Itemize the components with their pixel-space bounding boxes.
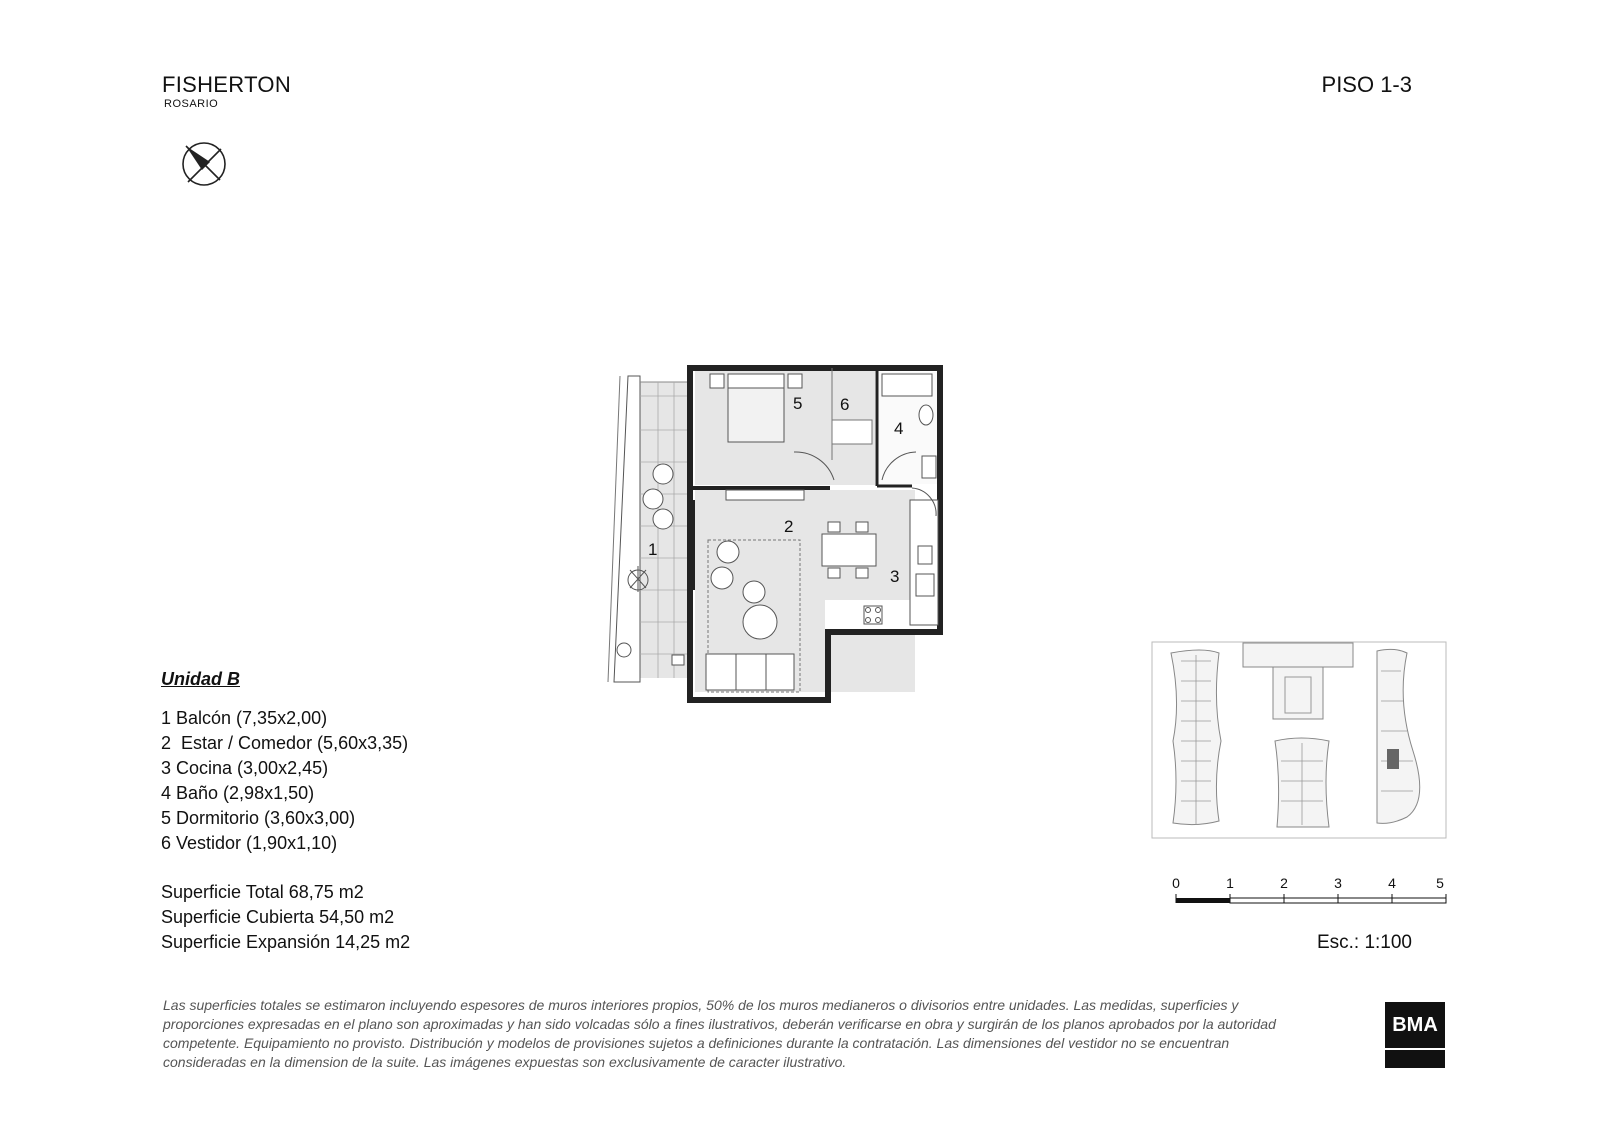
room-number: 5: [793, 394, 803, 413]
compass-icon: [180, 140, 228, 193]
room-number: 2: [784, 517, 794, 536]
list-item: 4 Baño (2,98x1,50): [161, 783, 315, 803]
scale-tick-label: 2: [1280, 875, 1288, 891]
room-number: 4: [894, 419, 904, 438]
list-item: 3 Cocina (3,00x2,45): [161, 758, 329, 778]
unit-title: Unidad B: [161, 669, 240, 689]
key-plan: [1151, 641, 1447, 844]
logo-underline: [1385, 1048, 1445, 1050]
floor-label: PISO 1-3: [1321, 72, 1412, 97]
list-item: 6 Vestidor (1,90x1,10): [161, 833, 338, 853]
room-number: 6: [840, 395, 850, 414]
project-city: ROSARIO: [164, 98, 219, 110]
surface-list: [161, 880, 410, 955]
floor-plan: [600, 360, 970, 725]
list-item: Superficie Cubierta 54,50 m2: [161, 907, 395, 927]
balcony-area: [608, 376, 690, 682]
scale-tick-label: 5: [1436, 875, 1444, 891]
room-list: [161, 706, 408, 856]
disclaimer-text: Las superficies totales se estimaron incluyendo espesores de muros interiores propios, 50% de los muros medianeros o divisorios entre unidades. Las medidas, superficies y proporciones expresadas en el plano son aproximadas y han sido volcadas sólo a fines ilustrativos, deberán verificarse en obra y surgirán de los planos aprobados por la autoridad competente. Equipamiento no provisto. Distribución y modelos de provisiones sujetos a definiciones durante la contratación. Las dimensiones del vestidor no se encuentran consideradas en la dimension de la suite. Las imágenes expuestas son exclusivamente de caracter ilustrativo.: [163, 997, 1276, 1070]
list-item: 1 Balcón (7,35x2,00): [161, 708, 328, 728]
logo-text: BMA: [1392, 1014, 1438, 1036]
brand-logo: [1385, 1002, 1445, 1068]
list-item: 5 Dormitorio (3,60x3,00): [161, 808, 356, 828]
scale-tick-label: 1: [1226, 875, 1234, 891]
scale-tick-label: 0: [1172, 875, 1180, 891]
room-number: 3: [890, 567, 900, 586]
scale-bar: [1160, 872, 1448, 917]
scale-tick-label: 3: [1334, 875, 1342, 891]
list-item: 2 Estar / Comedor (5,60x3,35): [161, 733, 409, 753]
list-item: Superficie Expansión 14,25 m2: [161, 932, 411, 952]
room-number: 1: [648, 540, 658, 559]
scale-tick-label: 4: [1388, 875, 1396, 891]
project-title: FISHERTON: [162, 72, 292, 97]
scale-label: Esc.: 1:100: [1316, 932, 1412, 953]
list-item: Superficie Total 68,75 m2: [161, 882, 364, 902]
